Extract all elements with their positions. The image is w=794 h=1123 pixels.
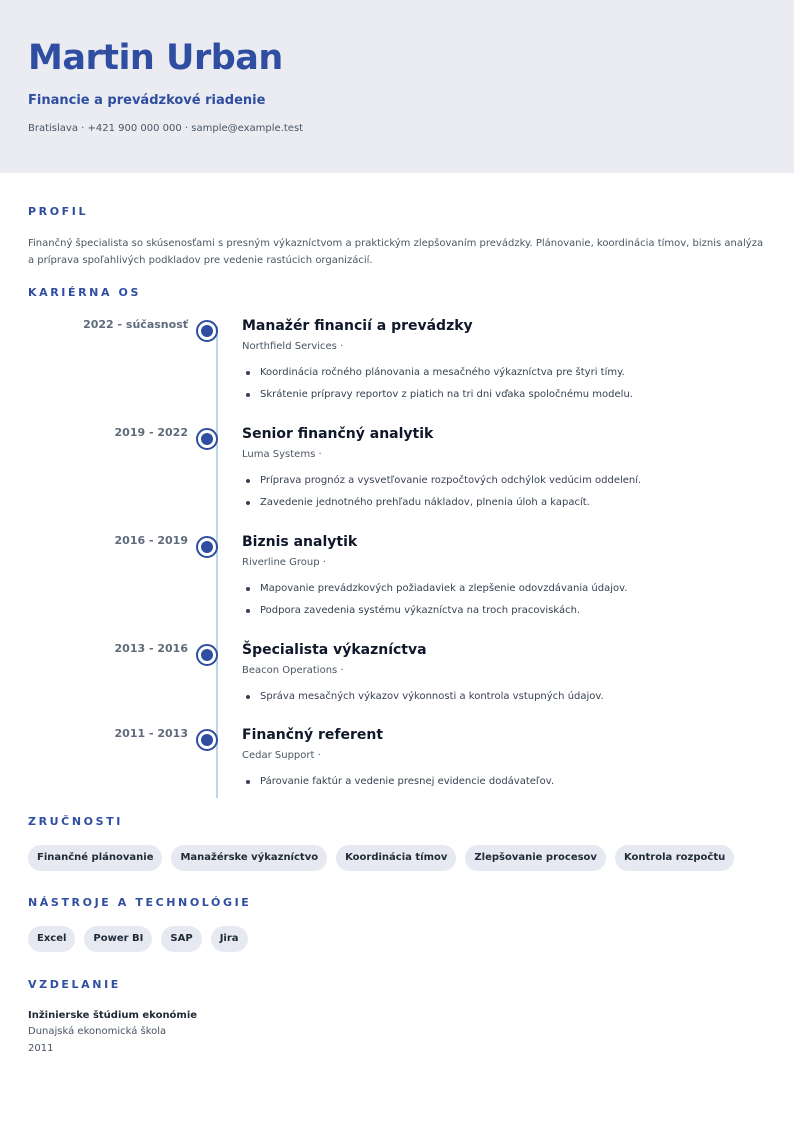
job-bullets [242,771,762,793]
candidate-name: Martin Urban [28,38,283,78]
timeline-line [216,326,218,798]
timeline-dot-icon [196,536,218,558]
job-bullet: Správa mesačných výkazov výkonnosti a kontrola vstupných údajov. [242,686,762,708]
section-title-skills: ZRUČNOSTI [28,815,123,828]
job-title: Finančný referent [242,727,384,743]
job-title: Manažér financií a prevádzky [242,318,473,334]
job-bullet: Podpora zavedenia systému výkazníctva na troch pracoviskách. [242,600,762,622]
tool-chip: Jira [211,926,248,952]
skill-chip: Finančné plánovanie [28,845,162,871]
job-title: Špecialista výkazníctva [242,642,427,658]
job-company: Luma Systems · [242,449,322,460]
job-bullet: Skrátenie prípravy reportov z piatich na tri dni vďaka spoločnému modelu. [242,384,762,406]
contact-line: Bratislava · +421 900 000 000 · sample@example.test [28,123,304,134]
skill-chip: Zlepšovanie procesov [465,845,606,871]
section-title-career: KARIÉRNA OS [28,286,142,299]
timeline-dot-icon [196,729,218,751]
job-bullet: Zavedenie jednotného prehľadu nákladov, plnenia úloh a kapacít. [242,492,762,514]
section-title-tools: NÁSTROJE A TECHNOLÓGIE [28,896,252,909]
job-date: 2011 - 2013 [114,727,188,740]
job-company: Riverline Group · [242,557,326,568]
tool-chip: Excel [28,926,75,952]
job-title: Senior finančný analytik [242,426,434,442]
job-title: Biznis analytik [242,534,358,550]
job-bullet: Párovanie faktúr a vedenie presnej evidencie dodávateľov. [242,771,762,793]
tool-chip: SAP [161,926,201,952]
job-date: 2013 - 2016 [114,642,188,655]
skill-chip: Kontrola rozpočtu [615,845,734,871]
tool-chip: Power BI [84,926,152,952]
education-year: 2011 [28,1043,54,1054]
timeline-dot-icon [196,320,218,342]
header-banner [0,0,794,173]
timeline-dot-icon [196,644,218,666]
section-title-education: VZDELANIE [28,978,121,991]
job-bullet: Koordinácia ročného plánovania a mesačného výkazníctva pre štyri tímy. [242,362,762,384]
skill-chip: Koordinácia tímov [336,845,456,871]
job-company: Northfield Services · [242,341,344,352]
education-degree: Inžinierske štúdium ekonómie [28,1010,198,1021]
education-school: Dunajská ekonomická škola [28,1026,167,1037]
job-bullets [242,362,762,406]
section-title-profile: PROFIL [28,205,89,218]
skill-chip: Manažérske výkazníctvo [171,845,327,871]
job-bullet: Príprava prognóz a vysvetľovanie rozpočtových odchýlok vedúcim oddelení. [242,470,762,492]
job-bullets [242,470,762,514]
job-date: 2016 - 2019 [114,534,188,547]
skills-list [28,845,734,871]
tools-list [28,926,248,952]
job-date: 2019 - 2022 [114,426,188,439]
job-company: Cedar Support · [242,750,321,761]
job-bullet: Mapovanie prevádzkových požiadaviek a zlepšenie odovzdávania údajov. [242,578,762,600]
job-date: 2022 - súčasnosť [83,318,188,331]
job-bullets [242,578,762,622]
candidate-role: Financie a prevádzkové riadenie [28,93,266,108]
job-bullets [242,686,762,708]
profile-text: Finančný špecialista so skúsenosťami s presným výkazníctvom a praktickým zlepšovaním prevádzky. Plánovanie, koordinácia tímov, biznis analýza a príprava spoľahlivých podkladov pre vedenie rastúcich organizácií. [28,238,764,266]
job-company: Beacon Operations · [242,665,344,676]
timeline-dot-icon [196,428,218,450]
